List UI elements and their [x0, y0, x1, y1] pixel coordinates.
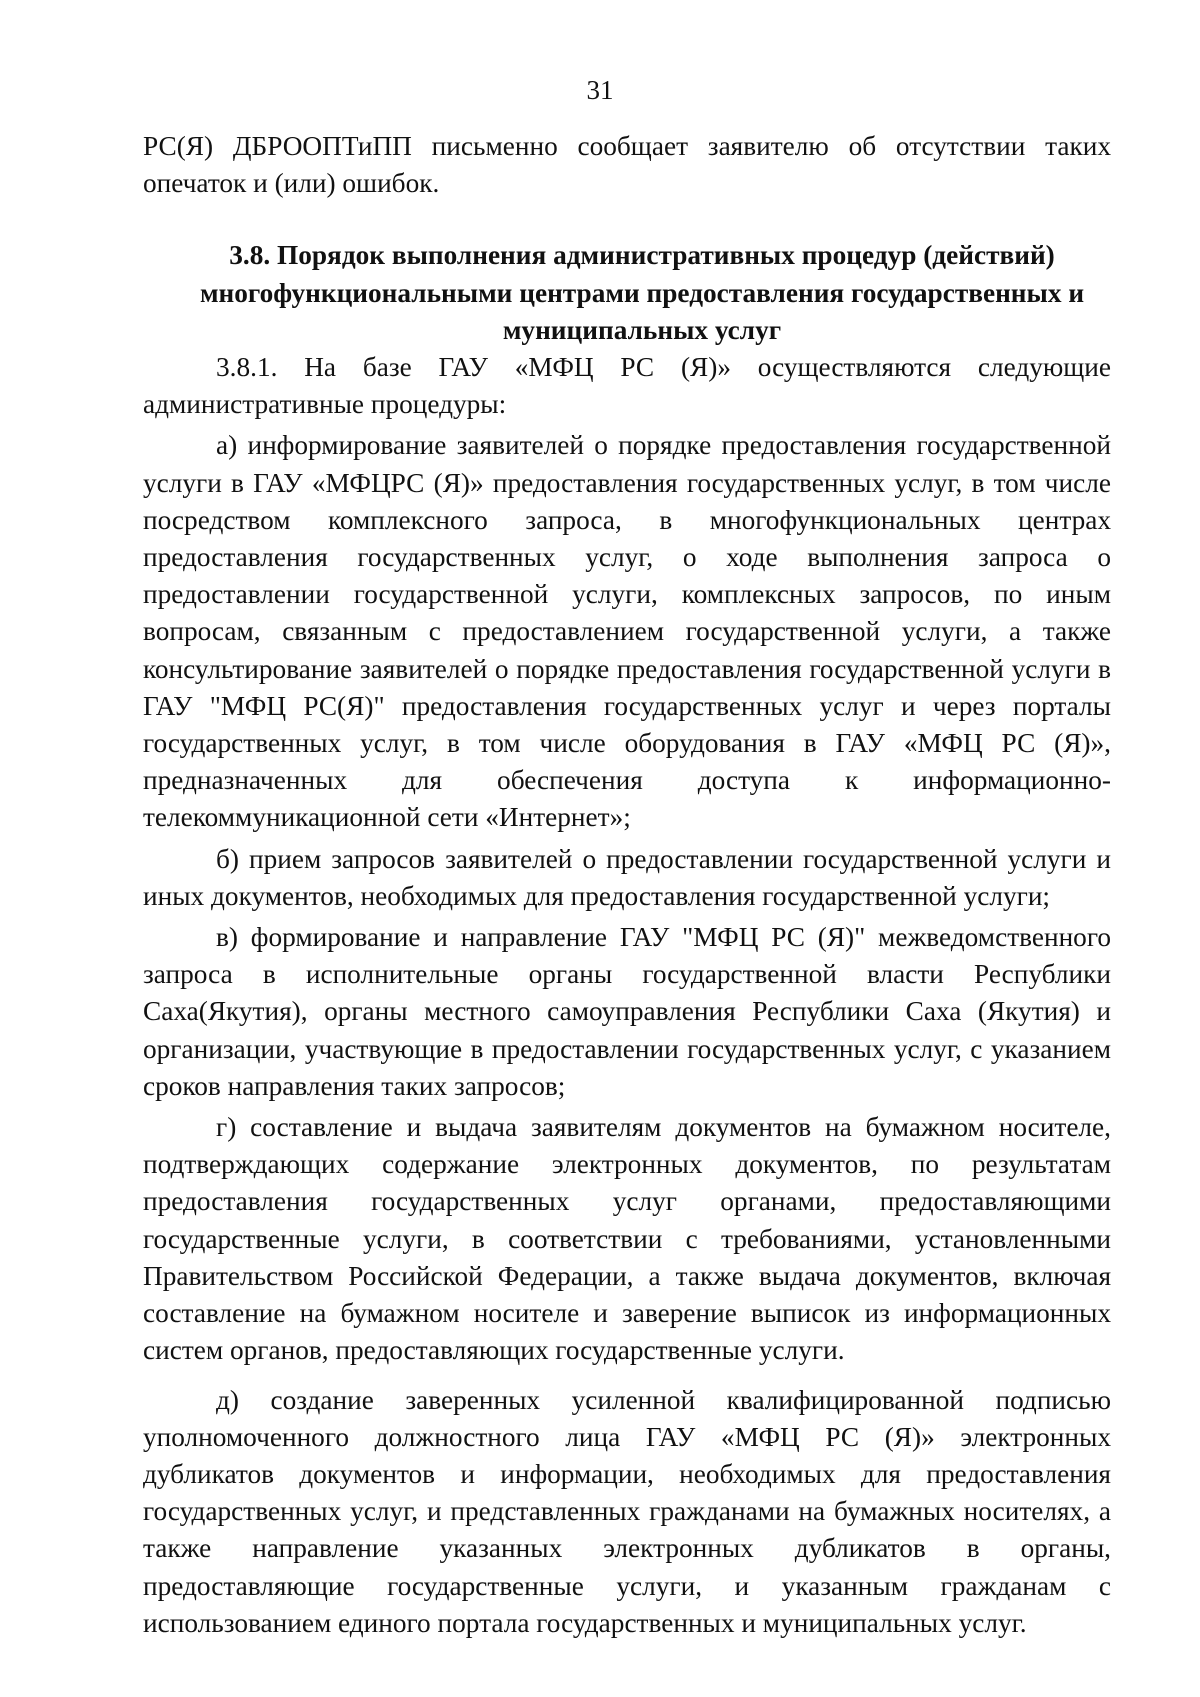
paragraph-g: г) составление и выдача заявителям документов на бумажном носителе, подтверждающих содержание электронных документов, по результатам предоставления государственных услуг органами, предоставляющими государственные услуги, в соответствии с требованиями, установленными Правительством Российской Федерации, а также выдача документов, включая составление на бумажном носителе и заверение выписок из информационных систем органов, предоставляющих государственные услуги. — [143, 1112, 1111, 1366]
paragraph-a: а) информирование заявителей о порядке предоставления государственной услуги в ГАУ «МФЦРС (Я)» предоставления государственных услуг, в том числе посредством комплексного запроса, в многофункциональных центрах предоставления государственных услуг, о ходе выполнения запроса о предоставлении государственной услуги, комплексных запросов, по иным вопросам, связанным с предоставлением государственной услуги, а также консультирование заявителей о порядке предоставления государственной услуги в ГАУ "МФЦ РС(Я)" предоставления государственных услуг и через порталы государственных услуг, в том числе оборудования в ГАУ «МФЦ РС (Я)», предназначенных для обеспечения доступа к информационно-телекоммуникационной сети «Интернет»; — [143, 430, 1111, 833]
page-number: 31 — [586, 75, 614, 105]
section-title: 3.8. Порядок выполнения административных процедур (действий) многофункциональными центрами предоставления государственных и муниципальных услуг — [199, 240, 1085, 345]
paragraph-v: в) формирование и направление ГАУ "МФЦ РС (Я)" межведомственного запроса в исполнительные органы государственной власти Республики Саха(Якутия), органы местного самоуправления Республики Саха (Якутия) и организации, участвующие в предоставлении государственных услуг, с указанием сроков направления таких запросов; — [143, 922, 1111, 1101]
paragraph-b: б) прием запросов заявителей о предоставлении государственной услуги и иных документов, необходимых для предоставления государственной услуги; — [143, 843, 1111, 911]
intro-paragraph: РС(Я) ДБРООПТиПП письменно сообщает заявителю об отсутствии таких опечаток и (или) ошибок. — [143, 131, 1111, 199]
page-content — [143, 128, 1111, 1642]
paragraph-3-8-1: 3.8.1. На базе ГАУ «МФЦ РС (Я)» осуществляются следующие административные процедуры: — [143, 352, 1111, 420]
paragraph-d: д) создание заверенных усиленной квалифицированной подписью уполномоченного должностного лица ГАУ «МФЦ РС (Я)» электронных дубликатов документов и информации, необходимых для предоставления государственных услуг, и представленных гражданами на бумажных носителях, а также направление указанных электронных дубликатов в органы, предоставляющие государственные услуги, и указанным гражданам с использованием единого портала государственных и муниципальных услуг. — [143, 1384, 1111, 1638]
